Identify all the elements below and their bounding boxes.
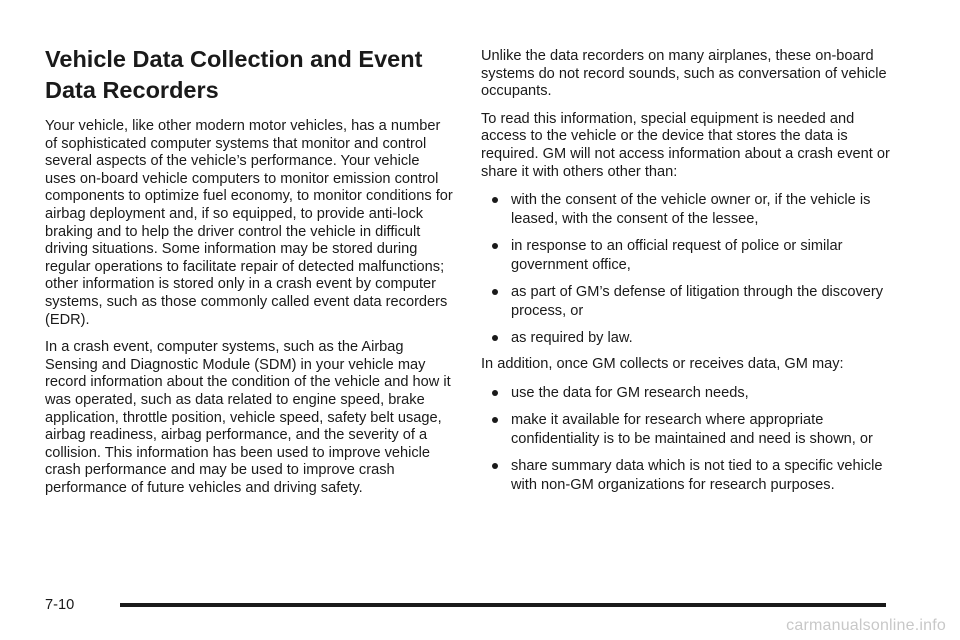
list-item-text: as part of GM’s defense of litigation through the discovery process, or — [511, 284, 884, 320]
list-item-text: with the consent of the vehicle owner or, if the vehicle is leased, with the consent of the lessee, — [511, 192, 871, 228]
bullet-icon — [492, 243, 498, 249]
section-heading: Vehicle Data Collection and Event Data Recorders — [45, 46, 423, 103]
left-column — [45, 44, 453, 507]
access-conditions-list — [481, 191, 901, 348]
list-item-text: use the data for GM research needs, — [511, 384, 749, 401]
list-item — [481, 191, 901, 229]
bullet-icon — [492, 289, 498, 295]
bullet-icon — [492, 335, 498, 341]
right-column — [481, 48, 901, 503]
footer-rule — [120, 603, 886, 607]
paragraph-computer-systems: Your vehicle, like other modern motor vehicles, has a number of sophisticated computer systems that monitor and control several aspects of the vehicle’s performance. Your vehicle uses on-board vehicle computers to monitor emission control components to optimize fuel economy, to monitor conditions for airbag deployment and, if so equipped, to provide anti-lock braking and to help the driver control the vehicle in difficult driving situations. Some information may be stored during regular operations to facilitate repair of detected malfunctions; other information is stored only in a crash event by computer systems, such as those commonly called event data recorders (EDR). — [45, 118, 453, 328]
list-item-text: as required by law. — [511, 330, 633, 347]
list-item — [481, 457, 901, 495]
watermark: carmanualsonline.info — [786, 617, 946, 634]
bullet-icon — [492, 463, 498, 469]
bullet-icon — [492, 197, 498, 203]
paragraph-crash-event: In a crash event, computer systems, such as the Airbag Sensing and Diagnostic Module (SDM) in your vehicle may record information about the condition of the vehicle and how it was operated, such as data related to engine speed, brake application, throttle position, vehicle speed, safety belt usage, airbag readiness, airbag performance, and the severity of a collision. This information has been used to improve vehicle crash performance and may be used to improve crash performance of future vehicles and driving safety. — [45, 339, 451, 496]
bullet-icon — [492, 417, 498, 423]
bullet-icon — [492, 390, 498, 396]
list-item-text: make it available for research where appropriate confidentiality is to be maintained and need is shown, or — [511, 411, 873, 447]
list-item — [481, 411, 901, 449]
page-number: 7-10 — [45, 597, 75, 613]
paragraph-gm-may: In addition, once GM collects or receives data, GM may: — [481, 356, 844, 373]
list-item — [481, 384, 901, 403]
list-item — [481, 329, 901, 348]
paragraph-access: To read this information, special equipment is needed and access to the vehicle or the device that stores the data is required. GM will not access information about a crash event or share it with others other than: — [481, 110, 890, 180]
list-item-text: in response to an official request of police or similar government office, — [511, 238, 843, 274]
paragraph-no-sound: Unlike the data recorders on many airplanes, these on-board systems do not record sounds, such as conversation of vehicle occupants. — [481, 48, 887, 100]
list-item — [481, 283, 901, 321]
list-item — [481, 237, 901, 275]
data-use-list — [481, 384, 901, 495]
list-item-text: share summary data which is not tied to a specific vehicle with non-GM organizations for research purposes. — [511, 457, 883, 493]
